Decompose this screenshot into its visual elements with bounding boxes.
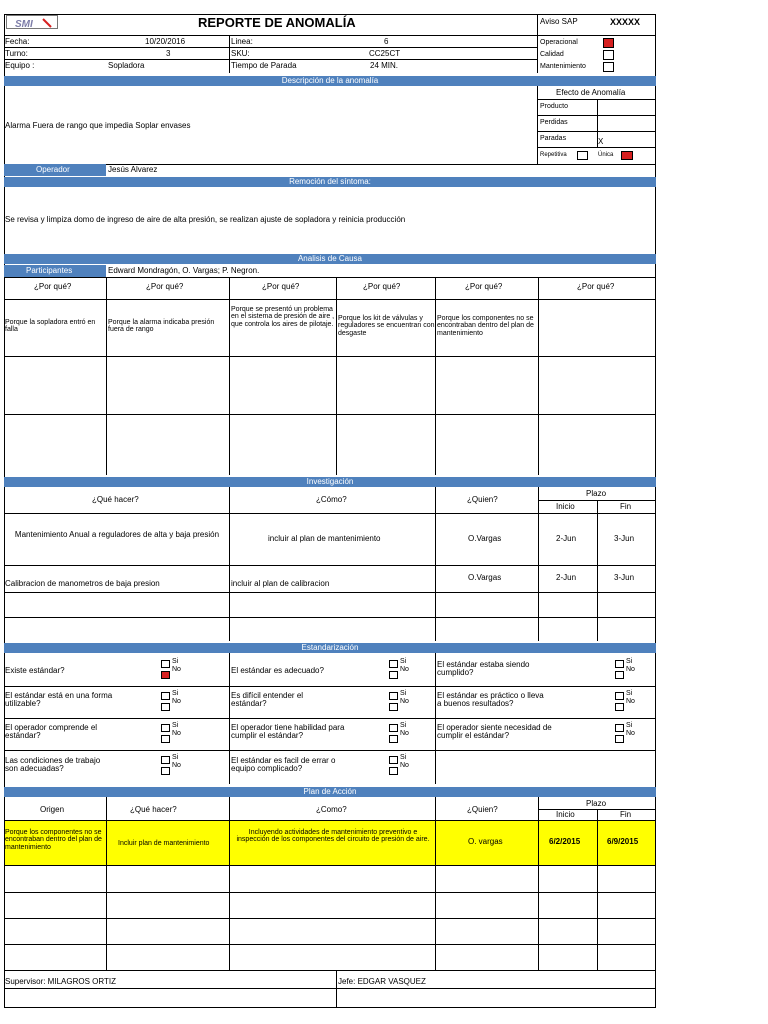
turno-value: 3 bbox=[166, 49, 171, 58]
fin-header: Fin bbox=[620, 502, 632, 511]
por-que-answer: Porque se presentó un problema en el sistema de presión de aire , que controla los aires de pilotaje. bbox=[231, 306, 335, 328]
investigacion-inicio: 2-Jun bbox=[556, 573, 577, 582]
unica-checkbox[interactable] bbox=[621, 151, 633, 160]
plan-origen: Porque los componentes no se encontraban dentro del plan de mantenimiento bbox=[5, 829, 102, 851]
participantes-label: Participantes bbox=[26, 266, 73, 275]
si-label: Si bbox=[626, 722, 633, 729]
plan-que: Incluir plan de mantenimiento bbox=[118, 840, 210, 847]
fecha-label: Fecha: bbox=[5, 37, 30, 46]
investigacion-que: Mantenimiento Anual a reguladores de alta y baja presión bbox=[14, 530, 220, 539]
no-checkbox[interactable] bbox=[389, 671, 398, 679]
si-checkbox[interactable] bbox=[389, 692, 398, 700]
si-checkbox[interactable] bbox=[389, 660, 398, 668]
plazo-header: Plazo bbox=[586, 799, 607, 808]
equipo-value: Sopladora bbox=[108, 61, 145, 70]
no-checkbox[interactable] bbox=[161, 671, 170, 679]
sku-label: SKU: bbox=[231, 49, 250, 58]
operacional-label: Operacional bbox=[540, 39, 578, 46]
mantenimiento-checkbox[interactable] bbox=[603, 62, 614, 72]
calidad-label: Calidad bbox=[540, 51, 564, 58]
producto-label: Producto bbox=[540, 103, 569, 110]
si-checkbox[interactable] bbox=[615, 660, 624, 668]
analisis-bar: Analisis de Causa bbox=[4, 254, 656, 264]
quien-header: ¿Quien? bbox=[467, 805, 498, 814]
plazo-header: Plazo bbox=[586, 489, 607, 498]
fin-header: Fin bbox=[620, 810, 632, 819]
operador-label: Operador bbox=[36, 165, 70, 174]
por-que-header: ¿Por qué? bbox=[34, 282, 72, 291]
smi-logo-icon bbox=[7, 17, 57, 29]
estandar-question: El operador comprende el estándar? bbox=[5, 723, 98, 741]
si-checkbox[interactable] bbox=[389, 724, 398, 732]
que-hacer-header: ¿Qué hacer? bbox=[92, 495, 139, 504]
estandar-question: Es difícil entender el estándar? bbox=[231, 691, 304, 709]
investigacion-fin: 3-Jun bbox=[614, 573, 635, 582]
no-label: No bbox=[400, 762, 409, 769]
si-label: Si bbox=[400, 658, 407, 665]
por-que-answer: Porque los kit de válvulas y reguladores se encuentran con desgaste bbox=[338, 315, 435, 337]
unica-label: Única bbox=[598, 152, 614, 158]
operador-value: Jesús Alvarez bbox=[108, 165, 158, 174]
si-checkbox[interactable] bbox=[615, 692, 624, 700]
no-checkbox[interactable] bbox=[615, 671, 624, 679]
linea-label: Linea: bbox=[231, 37, 253, 46]
no-checkbox[interactable] bbox=[161, 703, 170, 711]
investigacion-quien: O.Vargas bbox=[468, 573, 502, 582]
si-label: Si bbox=[626, 690, 633, 697]
si-checkbox[interactable] bbox=[161, 756, 170, 764]
no-checkbox[interactable] bbox=[389, 703, 398, 711]
investigacion-inicio: 2-Jun bbox=[556, 534, 577, 543]
por-que-answer: Porque los componentes no se encontraban dentro del plan de mantenimiento bbox=[437, 315, 534, 337]
investigacion-como: incluir al plan de mantenimiento bbox=[268, 534, 381, 543]
estandar-question: Existe estándar? bbox=[5, 666, 65, 675]
plan-quien: O. vargas bbox=[468, 837, 503, 846]
operacional-checkbox[interactable] bbox=[603, 38, 614, 48]
estandar-question: El estándar es práctico o lleva a buenos resultados? bbox=[437, 691, 544, 709]
inicio-header: Inicio bbox=[556, 502, 575, 511]
si-label: Si bbox=[400, 754, 407, 761]
por-que-answer: Porque la sopladora entró en falla bbox=[5, 319, 96, 334]
no-checkbox[interactable] bbox=[161, 767, 170, 775]
como-header: ¿Cómo? bbox=[316, 495, 347, 504]
por-que-header: ¿Por qué? bbox=[465, 282, 503, 291]
inicio-header: Inicio bbox=[556, 810, 575, 819]
como-header: ¿Como? bbox=[316, 805, 347, 814]
por-que-header: ¿Por qué? bbox=[577, 282, 615, 291]
no-checkbox[interactable] bbox=[161, 735, 170, 743]
plan-fin: 6/9/2015 bbox=[607, 837, 639, 846]
no-label: No bbox=[172, 666, 181, 673]
tiempo-parada-label: Tiempo de Parada bbox=[231, 61, 297, 70]
no-checkbox[interactable] bbox=[615, 703, 624, 711]
perdidas-label: Perdidas bbox=[540, 119, 568, 126]
si-label: Si bbox=[172, 754, 179, 761]
por-que-header: ¿Por qué? bbox=[363, 282, 401, 291]
si-label: Si bbox=[626, 658, 633, 665]
no-label: No bbox=[626, 698, 635, 705]
linea-value: 6 bbox=[384, 37, 389, 46]
por-que-header: ¿Por qué? bbox=[146, 282, 184, 291]
no-label: No bbox=[172, 762, 181, 769]
estandar-question: El estándar es facil de errar o equipo complicado? bbox=[231, 756, 336, 774]
descripcion-text: Alarma Fuera de rango que impedia Soplar envases bbox=[5, 121, 191, 130]
plan-accion-bar: Plan de Acción bbox=[4, 787, 656, 797]
repetitiva-label: Repetitiva bbox=[540, 152, 567, 158]
equipo-label: Equipo : bbox=[5, 61, 35, 70]
aviso-sap-value: XXXXX bbox=[610, 17, 641, 27]
si-label: Si bbox=[172, 722, 179, 729]
estandar-question: El operador siente necesidad de cumplir el estándar? bbox=[437, 723, 552, 741]
si-checkbox[interactable] bbox=[161, 724, 170, 732]
fecha-value: 10/20/2016 bbox=[145, 37, 186, 46]
no-checkbox[interactable] bbox=[389, 767, 398, 775]
jefe-signature: Jefe: EDGAR VASQUEZ bbox=[338, 977, 426, 986]
investigacion-como: incluir al plan de calibracion bbox=[231, 579, 330, 588]
investigacion-fin: 3-Jun bbox=[614, 534, 635, 543]
quien-header: ¿Quien? bbox=[467, 495, 498, 504]
tiempo-parada-value: 24 MIN. bbox=[370, 61, 399, 70]
repetitiva-checkbox[interactable] bbox=[577, 151, 588, 160]
remocion-text: Se revisa y limpiza domo de ingreso de aire de alta presión, se realizan ajuste de sopladora y reinicia producción bbox=[5, 215, 406, 224]
efecto-title: Efecto de Anomalía bbox=[556, 88, 626, 97]
remocion-bar: Remoción del síntoma: bbox=[4, 177, 656, 187]
por-que-header: ¿Por qué? bbox=[262, 282, 300, 291]
no-label: No bbox=[626, 666, 635, 673]
estandar-question: El estándar es adecuado? bbox=[231, 666, 324, 675]
turno-label: Turno: bbox=[5, 49, 28, 58]
no-label: No bbox=[400, 698, 409, 705]
svg-text:SMI: SMI bbox=[15, 19, 33, 29]
por-que-answer: Porque la alarma indicaba presión fuera de rango bbox=[108, 319, 215, 334]
estandarizacion-bar: Estandarización bbox=[4, 643, 656, 653]
investigacion-quien: O.Vargas bbox=[468, 534, 502, 543]
paradas-label: Paradas bbox=[540, 135, 567, 142]
no-checkbox[interactable] bbox=[389, 735, 398, 743]
que-hacer-header: ¿Qué hacer? bbox=[130, 805, 177, 814]
si-checkbox[interactable] bbox=[389, 756, 398, 764]
supervisor-signature: Supervisor: MILAGROS ORTIZ bbox=[5, 977, 116, 986]
si-checkbox[interactable] bbox=[615, 724, 624, 732]
si-label: Si bbox=[172, 690, 179, 697]
investigacion-bar: Investigación bbox=[4, 477, 656, 487]
paradas-mark: X bbox=[598, 137, 604, 146]
si-checkbox[interactable] bbox=[161, 660, 170, 668]
company-logo bbox=[6, 15, 58, 29]
si-label: Si bbox=[400, 722, 407, 729]
calidad-checkbox[interactable] bbox=[603, 50, 614, 60]
no-label: No bbox=[626, 730, 635, 737]
aviso-sap-label: Aviso SAP bbox=[540, 17, 578, 26]
estandar-question: El estándar estaba siendo cumplido? bbox=[437, 660, 530, 678]
report-title: REPORTE DE ANOMALÍA bbox=[198, 15, 356, 30]
no-checkbox[interactable] bbox=[615, 735, 624, 743]
participantes-value: Edward Mondragón, O. Vargas; P. Negron. bbox=[108, 266, 260, 275]
estandar-question: El estándar está en una forma utilizable? bbox=[5, 691, 113, 709]
origen-header: Origen bbox=[40, 805, 65, 814]
plan-inicio: 6/2/2015 bbox=[549, 837, 581, 846]
mantenimiento-label: Mantenimiento bbox=[540, 63, 586, 70]
sku-value: CC25CT bbox=[369, 49, 401, 58]
investigacion-que: Calibracion de manometros de baja presion bbox=[5, 579, 160, 588]
no-label: No bbox=[172, 698, 181, 705]
no-label: No bbox=[172, 730, 181, 737]
si-label: Si bbox=[172, 658, 179, 665]
no-label: No bbox=[400, 666, 409, 673]
no-label: No bbox=[400, 730, 409, 737]
si-label: Si bbox=[400, 690, 407, 697]
descripcion-bar: Descripción de la anomalía bbox=[4, 76, 656, 86]
si-checkbox[interactable] bbox=[161, 692, 170, 700]
estandar-question: Las condiciones de trabajo son adecuadas? bbox=[5, 756, 101, 774]
plan-como: Incluyendo actividades de mantenimiento preventivo e inspección de los componentes del circuito de presión de aire. bbox=[236, 829, 430, 844]
estandar-question: El operador tiene habilidad para cumplir el estándar? bbox=[231, 723, 345, 741]
